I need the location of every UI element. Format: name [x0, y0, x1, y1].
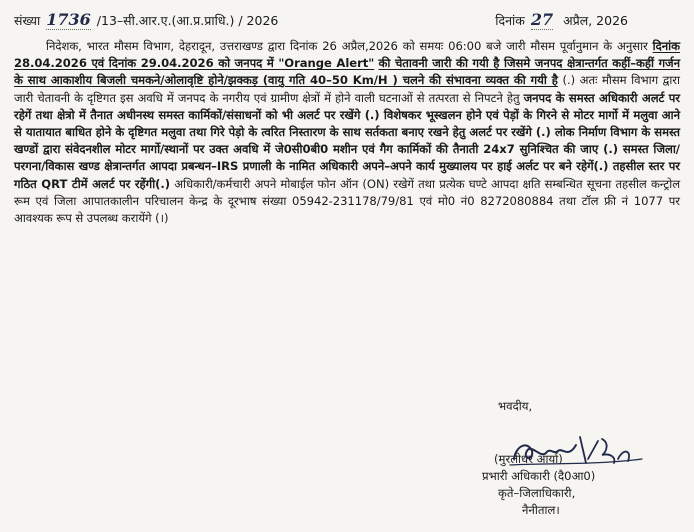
- date-label: दिनांक: [495, 13, 525, 28]
- date-handwritten: 27: [530, 10, 554, 29]
- ref-handwritten: 1736: [46, 10, 91, 29]
- signatory-designation: प्रभारी अधिकारी (दै0आ0): [482, 469, 596, 483]
- body-instruction: (.) अतः मौसम विभाग द्वारा जारी चेतावनी के दृष्टिगत इस अवधि में जनपद के नगरीय एवं ग्रामीण क्षेत्रों में होने वाली घटनाओं से तत्परता से निपटने हेतु: [14, 73, 680, 105]
- ref-suffix: /13–सी.आर.ए.(आ.प्र.प्राधि.) / 2026: [96, 13, 279, 28]
- closing: भवदीय,: [498, 399, 533, 413]
- reference-number: [14, 10, 278, 29]
- body-directives: जनपद के समस्त अधिकारी अलर्ट पर रहेगें तथा क्षेत्रो में तैनात अधीनस्थ समस्त कार्मिकों/संसाधनों को भी अलर्ट पर रखेंगे (.) विशेषकर भूस्खलन होने एवं पेड़ों के गिरने से मोटर मार्गो में मलुवा आने से यातायात बाधित होने के दृष्टिगत मलुवा तथा गिरे पेड़ो के त्वरित निस्तारण के साथ सर्तकता बनाए रखने हेतु अलर्ट पर रखेंगे (.) लोक निर्माण विभाग के समस्त खण्डों द्वारा संवेदनशील मोटर मार्गो/स्थानों पर उक्त अवधि में जे0सी0बी0 मशीन एवं गैग कार्मिकों की तैनाती 24x7 सुनिश्चित की जाए (.) समस्त जिला/परगना/विकास खण्ड क्षेत्रान्तर्गत आपदा प्रबन्धन–IRS प्रणाली के नामित अधिकारी अपने–अपने कार्य मुख्यालय पर हाई अर्लट पर बने रहेगें(.) तहसील स्तर पर गठित QRT टीमें अलर्ट पर रहेंगी(.): [14, 90, 681, 191]
- signature-space: [482, 415, 682, 451]
- handwritten-signature: [506, 429, 646, 469]
- body-paragraph: [14, 38, 680, 227]
- signatory-place: नैनीताल।: [522, 503, 560, 517]
- body-intro: निदेशक, भारत मौसम विभाग, देहरादून, उत्तराखण्ड द्वारा दिनांक 26 अप्रैल,2026 को समयः 06:00 बजे जारी मौसम पूर्वानुमान के अनुसार: [46, 39, 648, 53]
- signatory-behalf: कृते–जिलाधिकारी,: [498, 486, 576, 500]
- letter-body: [14, 38, 680, 227]
- signatory-name: (मुरलीधर आर्या): [494, 452, 563, 466]
- date-suffix: अप्रैल, 2026: [563, 13, 628, 28]
- body-contact: अधिकारी/कर्मचारी अपने मोबाईल फोन ऑन (ON) रखेगें तथा प्रत्येक घण्टे आपदा क्षति सम्बन्धित सूचना तहसील कन्ट्रोल रूम एवं जिला आपातकालीन परिचालन केन्द्र के दूरभाष संख्या 05942-231178/79/81 एवं मो0 नं0 8272080884 तथा टॉल फ्री नं 1077 पर आवश्यक रूप से उपलब्ध करायेंगे (।): [14, 176, 680, 226]
- alert-description: की चेतावनी जारी की गयी है जिसमे जनपद क्षेत्रान्तर्गत कहीं–कहीं गर्जन के साथ आकाशीय बिजली चमकने/ओलावृष्टि होने/झक्कड़ (वायु गति 40–50 Km/H ) चलने की संभावना व्यक्त की गयी है: [14, 56, 680, 88]
- letter-date: [495, 10, 628, 29]
- letter-header: [14, 10, 680, 32]
- alert-dates: दिनांक 28.04.2026 एवं दिनांक 29.04.2026 को जनपद में "Orange Alert": [14, 39, 680, 71]
- signature-block: [482, 398, 682, 519]
- ref-prefix: संख्या: [14, 13, 41, 28]
